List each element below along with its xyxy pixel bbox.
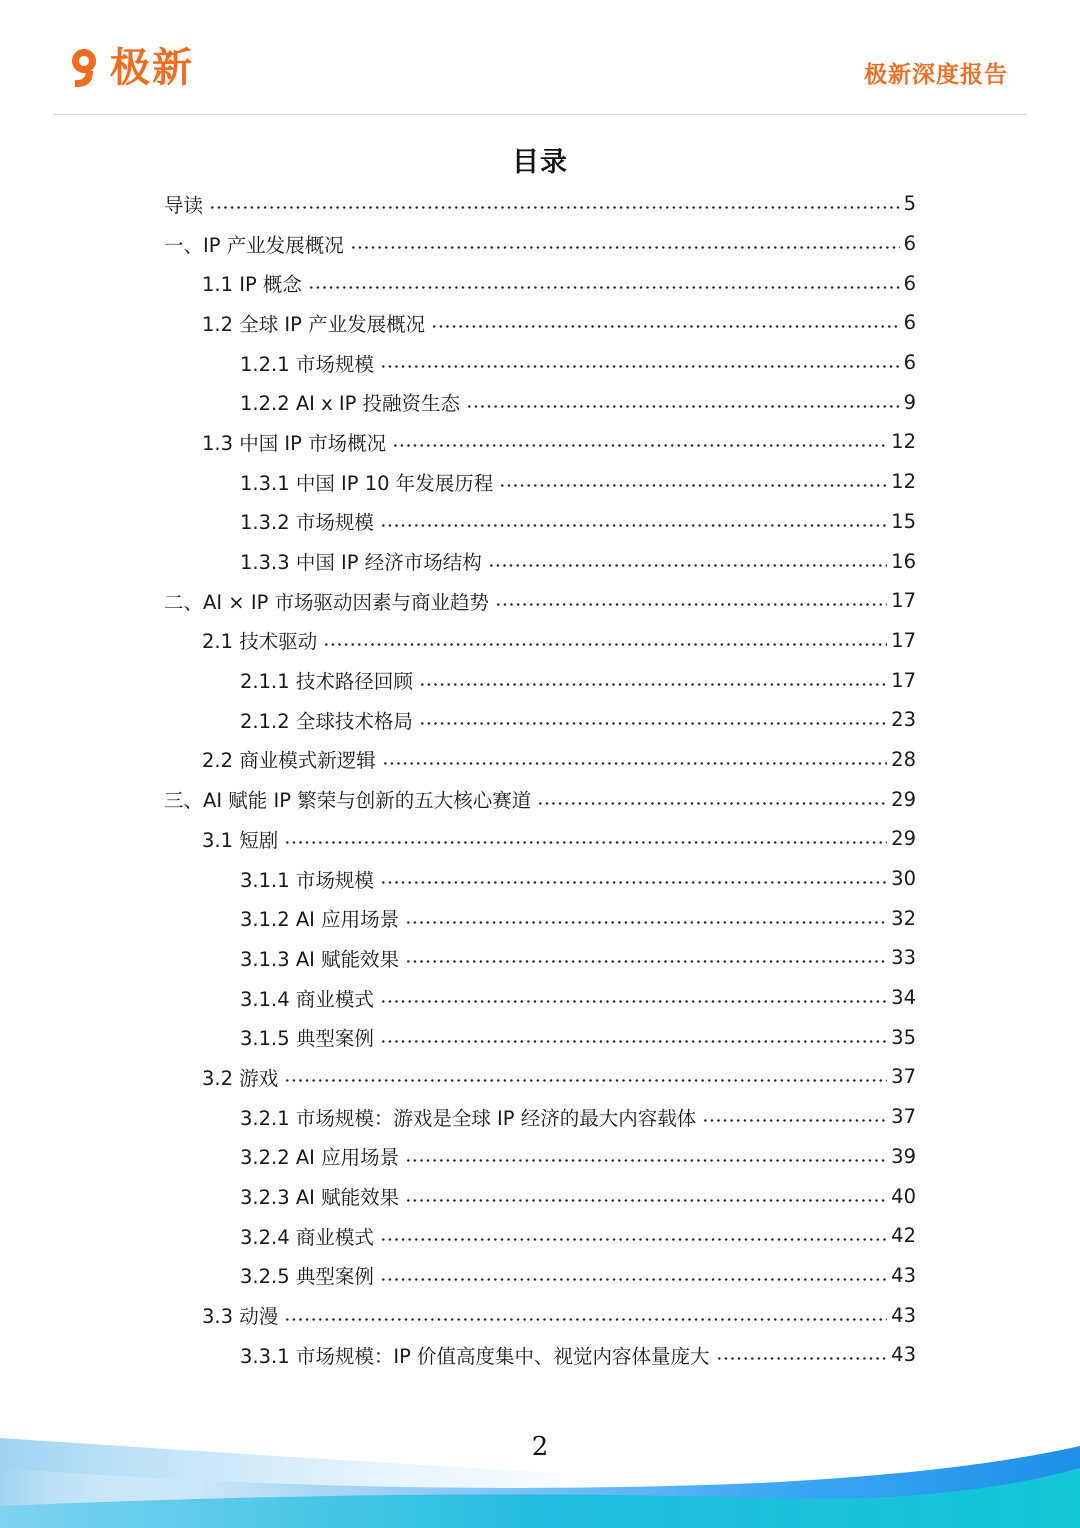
toc-entry[interactable] [164,422,916,462]
toc-entry[interactable] [164,859,916,899]
toc-dot-leader [308,286,900,289]
toc-entry-label: 3.1.4 商业模式 [240,987,374,1011]
toc-entry[interactable] [164,898,916,938]
toc-entry-label: 3.3.1 市场规模：IP 价值高度集中、视觉内容体量庞大 [240,1344,710,1368]
toc-entry[interactable] [164,184,916,224]
toc-entry-page-number: 12 [891,430,916,454]
toc-entry-label: 2.2 商业模式新逻辑 [202,749,376,773]
toc-entry[interactable] [164,819,916,859]
toc-entry-label: 3.3 动漫 [202,1305,279,1329]
toc-entry-label: 1.2.1 市场规模 [240,352,374,376]
toc-entry[interactable] [164,978,916,1018]
toc-entry-label: 1.2.2 AI x IP 投融资生态 [240,392,461,416]
toc-entry-page-number: 28 [891,747,916,771]
toc-entry[interactable] [164,1137,916,1177]
toc-dot-leader [380,881,887,884]
toc-dot-leader [323,643,887,646]
toc-entry-label: 3.1.1 市场规模 [240,868,374,892]
toc-entry-label: 3.1.3 AI 赋能效果 [240,947,400,971]
toc-entry-page-number: 30 [891,867,916,891]
toc-entry-page-number: 43 [891,1343,916,1367]
toc-entry-label: 3.2.2 AI 应用场景 [240,1146,400,1170]
toc-entry[interactable] [164,303,916,343]
header-divider [54,114,1026,115]
toc-entry-page-number: 37 [891,1105,916,1129]
toc-entry[interactable] [164,502,916,542]
toc-entry-label: 3.2.1 市场规模：游戏是全球 IP 经济的最大内容载体 [240,1106,697,1130]
toc-entry-page-number: 43 [891,1263,916,1287]
toc-dot-leader [380,1000,887,1003]
toc-entry-page-number: 6 [903,311,916,335]
toc-entry-page-number: 29 [891,787,916,811]
toc-dot-leader [380,1040,887,1043]
toc-entry-page-number: 37 [891,1065,916,1089]
jixin-logo-icon [66,44,102,92]
toc-entry-label: 3.2.5 典型案例 [240,1265,374,1289]
toc-dot-leader [716,1357,888,1360]
toc-entry-label: 1.1 IP 概念 [202,273,302,297]
toc-dot-leader [392,444,887,447]
toc-entry[interactable] [164,779,916,819]
toc-entry-label: 2.1.1 技术路径回顾 [240,670,413,694]
toc-entry[interactable] [164,382,916,422]
toc-dot-leader [284,841,887,844]
toc-dot-leader [284,1079,887,1082]
toc-entry-label: 1.3.3 中国 IP 经济市场结构 [240,551,482,575]
toc-entry-page-number: 6 [903,351,916,375]
toc-entry-page-number: 32 [891,906,916,930]
toc-entry-page-number: 6 [903,232,916,256]
toc-entry-label: 1.3 中国 IP 市场概况 [202,431,387,455]
toc-entry[interactable] [164,1097,916,1137]
toc-entry[interactable] [164,541,916,581]
toc-dot-leader [380,524,887,527]
toc-entry-page-number: 42 [891,1224,916,1248]
toc-entry[interactable] [164,224,916,264]
toc-entry-label: 3.2 游戏 [202,1066,279,1090]
toc-dot-leader [405,960,887,963]
toc-dot-leader [380,1238,887,1241]
toc-dot-leader [405,1159,887,1162]
toc-entry-page-number: 39 [891,1144,916,1168]
toc-entry-label: 3.2.4 商业模式 [240,1225,374,1249]
toc-dot-leader [419,722,887,725]
toc-entry-label: 二、AI × IP 市场驱动因素与商业趋势 [164,590,490,614]
toc-entry-page-number: 17 [891,628,916,652]
toc-entry[interactable] [164,1176,916,1216]
toc-entry-label: 2.1.2 全球技术格局 [240,709,413,733]
toc-entry-label: 3.2.3 AI 赋能效果 [240,1186,400,1210]
toc-entry-label: 1.2 全球 IP 产业发展概况 [202,312,426,336]
toc-dot-leader [499,484,887,487]
toc-entry-page-number: 5 [903,192,916,216]
toc-entry-label: 导读 [164,193,204,217]
toc-entry-page-number: 33 [891,946,916,970]
toc-dot-leader [380,1278,887,1281]
toc-entry[interactable] [164,740,916,780]
toc-entry-page-number: 29 [891,827,916,851]
toc-entry-page-number: 9 [903,390,916,414]
toc-entry-label: 3.1.5 典型案例 [240,1027,374,1051]
toc-entry-page-number: 6 [903,271,916,295]
toc-dot-leader [702,1119,887,1122]
toc-dot-leader [431,325,899,328]
toc-dot-leader [350,246,900,249]
toc-entry-page-number: 40 [891,1184,916,1208]
brand-name: 极新 [110,45,194,91]
toc-entry-label: 2.1 技术驱动 [202,630,318,654]
toc-entry-label: 3.1.2 AI 应用场景 [240,908,400,932]
toc-dot-leader [466,405,900,408]
toc-entry-label: 1.3.2 市场规模 [240,511,374,535]
toc-entry[interactable] [164,660,916,700]
toc-entry-page-number: 23 [891,708,916,732]
table-of-contents [164,184,916,1375]
toc-entry-label: 1.3.1 中国 IP 10 年发展历程 [240,471,494,495]
toc-entry[interactable] [164,1017,916,1057]
toc-entry-page-number: 17 [891,589,916,613]
toc-dot-leader [488,564,887,567]
toc-entry[interactable] [164,1335,916,1375]
toc-entry-page-number: 12 [891,470,916,494]
toc-dot-leader [209,206,900,209]
page-number: 2 [531,1432,549,1462]
toc-entry[interactable] [164,1057,916,1097]
toc-entry-page-number: 17 [891,668,916,692]
toc-dot-leader [405,921,887,924]
toc-dot-leader [405,1199,887,1202]
toc-dot-leader [380,365,900,368]
toc-entry[interactable] [164,1256,916,1296]
toc-entry-label: 一、IP 产业发展概况 [164,233,344,257]
toc-entry[interactable] [164,1216,916,1256]
toc-entry[interactable] [164,1295,916,1335]
brand-logo [66,44,194,92]
toc-dot-leader [382,762,887,765]
toc-entry-page-number: 34 [891,986,916,1010]
toc-entry-label: 三、AI 赋能 IP 繁荣与创新的五大核心赛道 [164,789,532,813]
toc-entry[interactable] [164,700,916,740]
toc-dot-leader [537,802,887,805]
toc-entry[interactable] [164,621,916,661]
toc-entry[interactable] [164,462,916,502]
toc-entry-page-number: 15 [891,509,916,533]
toc-dot-leader [419,683,887,686]
toc-entry-page-number: 43 [891,1303,916,1327]
toc-entry[interactable] [164,581,916,621]
toc-entry-page-number: 35 [891,1025,916,1049]
toc-entry[interactable] [164,263,916,303]
toc-entry[interactable] [164,938,916,978]
toc-entry-page-number: 16 [891,549,916,573]
toc-dot-leader [284,1318,887,1321]
report-series-label: 极新深度报告 [864,61,1008,88]
toc-entry-label: 3.1 短剧 [202,828,279,852]
toc-entry[interactable] [164,343,916,383]
toc-dot-leader [495,603,887,606]
toc-title: 目录 [512,147,568,178]
